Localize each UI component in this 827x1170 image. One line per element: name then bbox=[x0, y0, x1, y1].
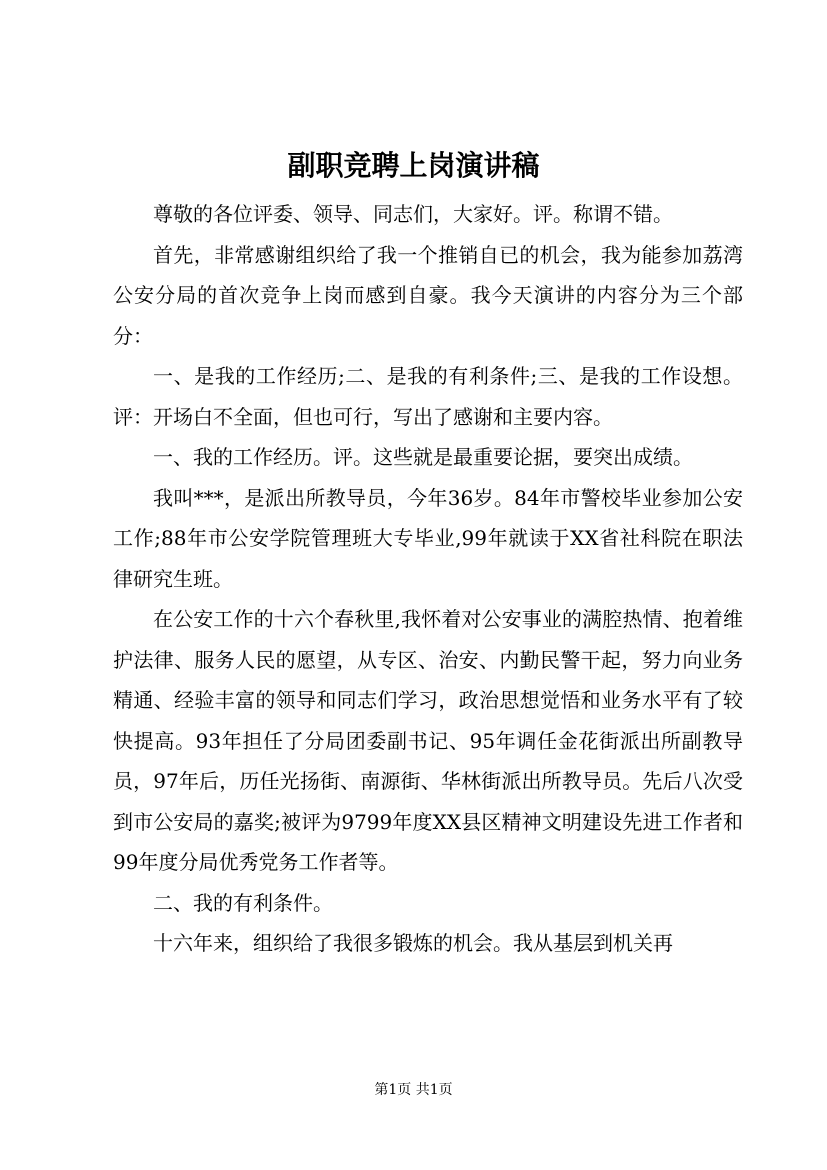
paragraph-career: 在公安工作的十六个春秋里,我怀着对公安事业的满腔热情、抱着维护法律、服务人民的愿望，从专区、治安、内勤民警干起，努力向业务精通、经验丰富的领导和同志们学习，政治思想觉悟和业务水平有了较快提高。93年担任了分局团委副书记、95年调任金花街派出所副教导员，97年后，历任光扬街、南源街、华林街派出所教导员。先后八次受到市公安局的嘉奖;被评为9799年度XX县区精神文明建设先进工作者和99年度分局优秀党务工作者等。 bbox=[113, 607, 743, 874]
document-title: 副职竞聘上岗演讲稿 bbox=[287, 149, 540, 182]
paragraph-section-two-heading: 二、我的有利条件。 bbox=[153, 890, 333, 915]
paragraph-background: 我叫***，是派出所教导员，今年36岁。84年市警校毕业参加公安工作;88年市公安学院管理班大专毕业,99年就读于XX省社科院在职法律研究生班。 bbox=[113, 485, 743, 591]
document-body bbox=[113, 194, 743, 964]
paragraph-conditions: 十六年来，组织给了我很多锻炼的机会。我从基层到机关再 bbox=[153, 931, 673, 955]
page-number-current: 第1页 bbox=[374, 1082, 412, 1098]
page-number-total: 共1页 bbox=[415, 1082, 453, 1098]
paragraph-intro: 首先，非常感谢组织给了我一个推销自已的机会，我为能参加荔湾公安分局的首次竞争上岗而感到自豪。我今天演讲的内容分为三个部分： bbox=[113, 242, 743, 348]
page-footer bbox=[0, 1080, 827, 1100]
paragraph-greeting: 尊敬的各位评委、领导、同志们，大家好。评。称谓不错。 bbox=[153, 202, 673, 226]
paragraph-section-one-heading: 一、我的工作经历。评。这些就是最重要论据，要突出成绩。 bbox=[153, 445, 693, 469]
paragraph-outline: 一、是我的工作经历;二、是我的有利条件;三、是我的工作设想。评：开场白不全面，但也可行，写出了感谢和主要内容。 bbox=[113, 364, 743, 429]
